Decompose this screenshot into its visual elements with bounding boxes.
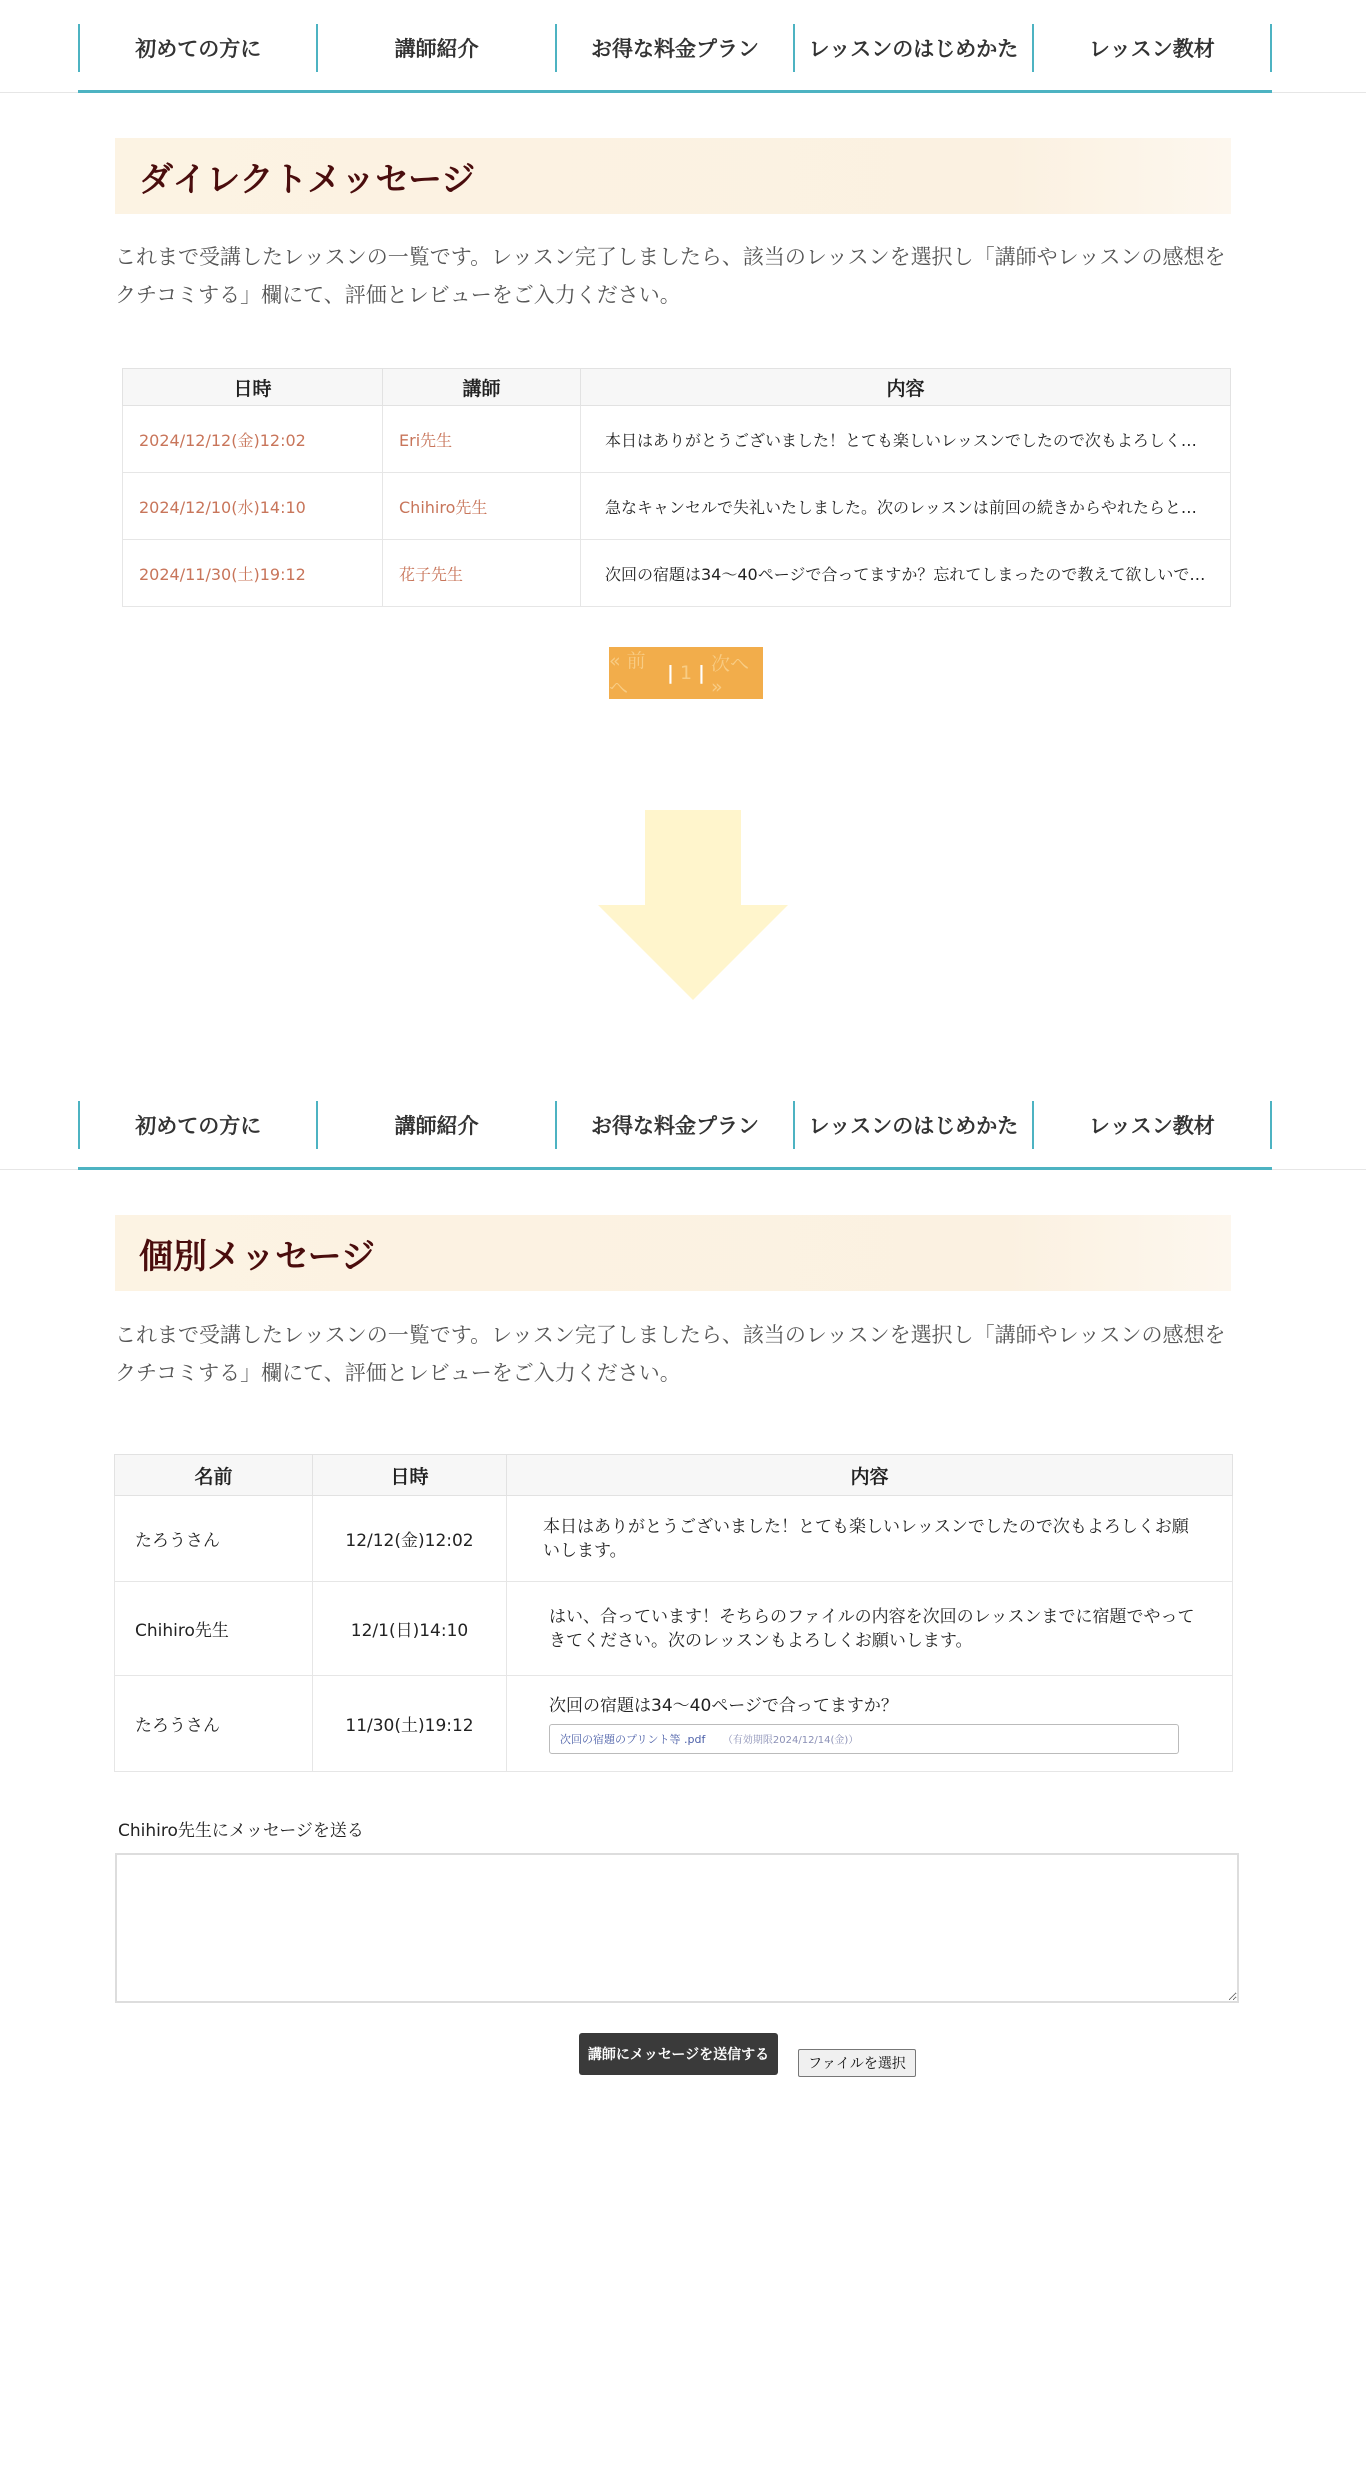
- column-header-content: 内容: [581, 369, 1231, 406]
- row-teacher[interactable]: Eri先生: [383, 406, 581, 473]
- section-heading-direct-message: [115, 138, 1231, 214]
- column-header-date: 日時: [123, 369, 383, 406]
- individual-message-table: [114, 1454, 1233, 1772]
- pagination-next[interactable]: 次へ »: [711, 652, 750, 698]
- pagination-prev[interactable]: « 前へ: [609, 650, 646, 699]
- pagination-separator: |: [698, 662, 705, 684]
- column-header-date: 日時: [313, 1455, 507, 1496]
- table-row: [115, 1676, 1233, 1772]
- nav-item-beginners[interactable]: 初めての方に: [78, 24, 316, 72]
- nav-item-materials[interactable]: レッスン教材: [1032, 1101, 1272, 1149]
- nav-item-materials[interactable]: レッスン教材: [1032, 24, 1272, 72]
- row-content: 次回の宿題は34〜40ページで合ってますか？: [549, 1695, 898, 1716]
- nav-item-how-to-start[interactable]: レッスンのはじめかた: [793, 24, 1031, 72]
- row-date: 2024/12/12(金)12:02: [123, 406, 383, 473]
- pagination-separator: |: [667, 662, 674, 684]
- table-header-row: [115, 1455, 1233, 1496]
- row-content[interactable]: 急なキャンセルで失礼いたしました。次のレッスンは前回の続きからやれたらと…: [581, 473, 1231, 540]
- nav-item-how-to-start[interactable]: レッスンのはじめかた: [793, 1101, 1031, 1149]
- row-teacher[interactable]: 花子先生: [383, 540, 581, 607]
- direct-message-table: [122, 368, 1231, 607]
- attachment-link[interactable]: [549, 1724, 1179, 1754]
- row-teacher[interactable]: Chihiro先生: [383, 473, 581, 540]
- row-content[interactable]: 次回の宿題は34〜40ページで合ってますか？忘れてしまったので教えて欲しいで…: [581, 540, 1231, 607]
- attachment-filename[interactable]: 次回の宿題のプリント等 .pdf: [560, 1732, 706, 1746]
- nav-item-beginners[interactable]: 初めての方に: [78, 1101, 316, 1149]
- row-name: Chihiro先生: [115, 1582, 313, 1676]
- section-description: これまで受講したレッスンの一覧です。レッスン完了しましたら、該当のレッスンを選択し「講師やレッスンの感想をクチコミする」欄にて、評価とレビューをご入力ください。: [115, 1323, 1226, 1385]
- row-content-cell: [507, 1676, 1233, 1772]
- top-navigation: [0, 0, 1366, 93]
- table-row[interactable]: [123, 540, 1231, 607]
- nav-item-teachers[interactable]: 講師紹介: [316, 1101, 554, 1149]
- row-content: はい、合っています！そちらのファイルの内容を次回のレッスンまでに宿題でやってきてください。次のレッスンもよろしくお願いします。: [507, 1582, 1233, 1676]
- page-title: ダイレクトメッセージ: [139, 159, 476, 200]
- section-heading-individual-message: [115, 1215, 1231, 1291]
- pagination: [609, 647, 763, 699]
- pagination-page[interactable]: 1: [679, 662, 693, 684]
- nav-item-pricing[interactable]: お得な料金プラン: [555, 24, 793, 72]
- section-description: これまで受講したレッスンの一覧です。レッスン完了しましたら、該当のレッスンを選択し「講師やレッスンの感想をクチコミする」欄にて、評価とレビューをご入力ください。: [115, 245, 1226, 307]
- row-content: 本日はありがとうございました！とても楽しいレッスンでしたので次もよろしくお願いします。: [507, 1496, 1233, 1582]
- send-message-label: Chihiro先生にメッセージを送る: [118, 1821, 364, 1841]
- page-title: 個別メッセージ: [139, 1236, 375, 1277]
- table-header-row: [123, 369, 1231, 406]
- column-header-teacher: 講師: [383, 369, 581, 406]
- send-message-button[interactable]: 講師にメッセージを送信する: [579, 2033, 778, 2075]
- top-navigation: [0, 1077, 1366, 1170]
- row-date: 2024/11/30(土)19:12: [123, 540, 383, 607]
- row-date: 12/12(金)12:02: [313, 1496, 507, 1582]
- row-date: 2024/12/10(水)14:10: [123, 473, 383, 540]
- message-textarea[interactable]: [115, 1853, 1239, 2003]
- table-row: [115, 1582, 1233, 1676]
- down-arrow-icon: [598, 810, 788, 1000]
- row-content[interactable]: 本日はありがとうございました！とても楽しいレッスンでしたので次もよろしく…: [581, 406, 1231, 473]
- nav-bar: [78, 24, 1272, 93]
- column-header-name: 名前: [115, 1455, 313, 1496]
- choose-file-button[interactable]: ファイルを選択: [798, 2049, 916, 2077]
- nav-item-pricing[interactable]: お得な料金プラン: [555, 1101, 793, 1149]
- nav-bar: [78, 1101, 1272, 1170]
- table-row: [115, 1496, 1233, 1582]
- attachment-expiry: （有効期限2024/12/14(金)）: [722, 1734, 859, 1746]
- row-date: 11/30(土)19:12: [313, 1676, 507, 1772]
- row-name: たろうさん: [115, 1676, 313, 1772]
- column-header-content: 内容: [507, 1455, 1233, 1496]
- row-name: たろうさん: [115, 1496, 313, 1582]
- row-date: 12/1(日)14:10: [313, 1582, 507, 1676]
- table-row[interactable]: [123, 473, 1231, 540]
- nav-item-teachers[interactable]: 講師紹介: [316, 24, 554, 72]
- table-row[interactable]: [123, 406, 1231, 473]
